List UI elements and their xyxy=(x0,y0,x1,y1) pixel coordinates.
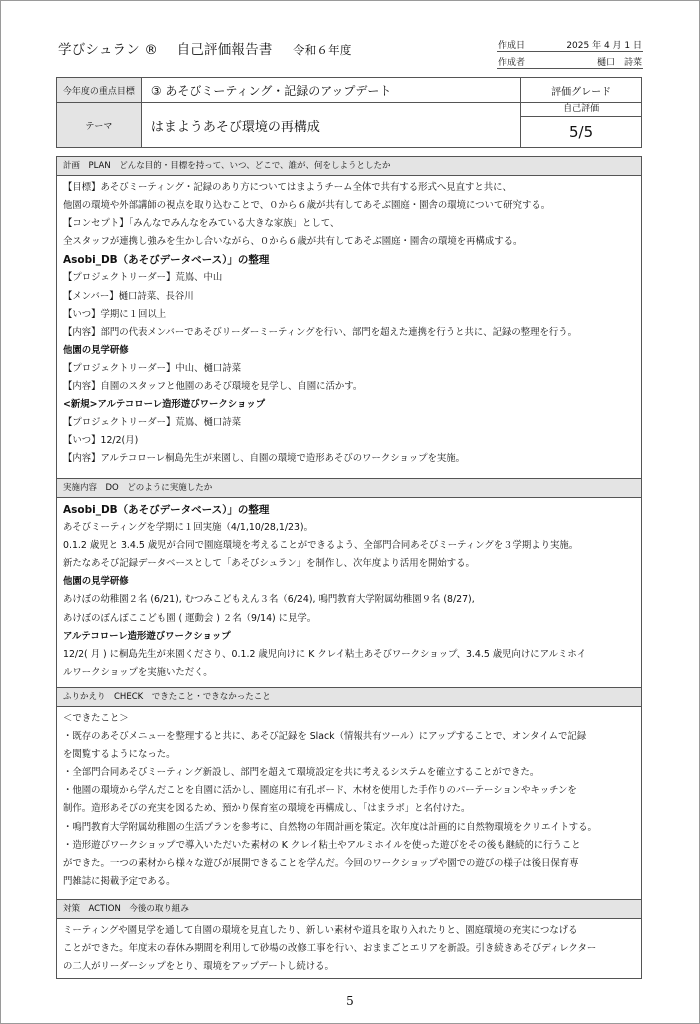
self-evaluation-label: 自己評価 xyxy=(521,103,641,117)
text-line: ・既存のあそびメニューを整理すると共に、あそび記録を Slack（情報共有ツール）にアップすることで、オンタイムで記録 xyxy=(63,731,587,743)
text-line: 0.1.2 歳児と 3.4.5 歳児が合同で園庭環境を考えることができるよう、全部門合同あそびミーティングを３学期より実施。 xyxy=(63,540,579,552)
report-title xyxy=(58,38,352,58)
do-heading: 実施内容 DO どのように実施したか xyxy=(57,479,641,498)
text-line: の二人がリーダーシップをとり、環境をアップデートし続ける。 xyxy=(63,961,334,973)
self-evaluation-score: 5/5 xyxy=(569,123,594,141)
page-number: 5 xyxy=(346,994,354,1008)
plan-heading: 計画 PLAN どんな目的・目標を持って、いつ、どこで、誰が、何をしようとしたか xyxy=(57,157,641,176)
text-line: ＜できたこと＞ xyxy=(63,713,129,724)
theme-value: はまようあそび環境の再構成 xyxy=(141,103,520,148)
fiscal-year: 令和６年度 xyxy=(293,43,352,57)
text-line: 他園の見学研修 xyxy=(63,576,129,588)
author-value: 樋口 詩菜 xyxy=(596,58,642,68)
self-evaluation-cell xyxy=(521,103,642,148)
text-line: あけぼのぽんぽここども園 ( 運動会 ) ２名（9/14) に見学。 xyxy=(63,612,317,624)
summary-table xyxy=(56,77,642,148)
text-line: 【内容】アルテコローレ桐島先生が来園し、自園の環境で造形あそびのワークショップを実施。 xyxy=(63,453,466,465)
plan-body xyxy=(57,176,641,469)
do-section xyxy=(56,478,642,688)
text-line: 制作。造形あそびの充実を図るため、預かり保育室の環境を再構成し、「はまラボ」と名付けた。 xyxy=(63,803,471,815)
do-body xyxy=(57,498,641,682)
check-heading: ふりかえり CHECK できたこと・できなかったこと xyxy=(57,688,641,707)
text-line: ・鳴門教育大学附属幼稚園の生活プランを参考に、自然物の年間計画を策定。次年度は計画的に自然物環境をクリエイトする。 xyxy=(63,821,597,833)
text-line: 【いつ】12/2(月) xyxy=(63,435,139,447)
author-row xyxy=(497,53,643,69)
created-date-value: 2025 年 4 月 1 日 xyxy=(566,41,642,51)
author-label: 作成者 xyxy=(498,58,526,68)
created-date-row xyxy=(497,36,643,52)
text-line: 【内容】自園のスタッフと他園のあそび環境を見学し、自園に活かす。 xyxy=(63,381,363,393)
text-line: 【目標】あそびミーティング・記録のあり方についてはまようチーム全体で共有する形式へ見直すと共に、 xyxy=(63,182,512,193)
text-line: ができた。一つの素材から様々な遊びが展開できることを学んだ。今回のワークショップや園での遊びの様子は後日保育専 xyxy=(63,857,579,869)
action-heading: 対策 ACTION 今後の取り組み xyxy=(57,900,641,919)
document-name: 自己評価報告書 xyxy=(176,42,273,58)
action-section xyxy=(56,899,642,979)
check-body xyxy=(57,707,641,891)
brand-title: 学びシュラン ® xyxy=(58,42,159,58)
text-line: ルワークショップを実施いただく。 xyxy=(63,666,213,678)
text-line: 【メンバー】樋口詩菜、長谷川 xyxy=(63,290,194,302)
theme-label: テーマ xyxy=(57,103,142,148)
text-line: を閲覧するようになった。 xyxy=(63,749,176,761)
text-line: 全スタッフが連携し強みを生かし合いながら、０から６歳が共有してあそぶ園庭・園舎の環境を再構成する。 xyxy=(63,236,523,248)
text-line: あけぼの幼稚園２名 (6/21), むつみこどもえん３名（6/24), 鳴門教育大学附属幼稚園９名 (8/27), xyxy=(63,594,475,606)
text-line: ミーティングや園見学を通して自園の環境を見直したり、新しい素材や道具を取り入れたりと、園庭環境の充実につなげる xyxy=(63,925,578,936)
text-line: ことができた。年度末の春休み期間を利用して砂場の改修工事を行い、おままごとエリアを新設。引き続きあそびディレクター xyxy=(63,943,597,955)
text-line: あそびミーティングを学期に１回実施（4/1,10/28,1/23)。 xyxy=(63,522,313,534)
goal-value: ③ あそびミーティング・記録のアップデート xyxy=(141,78,520,103)
text-line: 【内容】部門の代表メンバーであそびリーダーミーティングを行い、部門を超えた連携を行うと共に、記録の整理を行う。 xyxy=(63,326,578,338)
text-line: 新たなあそび記録データベースとして「あそびシュラン」を制作し、次年度より活用を開始する。 xyxy=(63,558,475,570)
text-line: ・全部門合同あそびミーティング新設し、部門を超えて環境設定を共に考えるシステムを確立することができた。 xyxy=(63,767,540,779)
text-line: Asobi_DB（あそびデータベース）」の整理 xyxy=(63,504,270,516)
grade-label: 評価グレード xyxy=(521,78,642,103)
created-date-label: 作成日 xyxy=(498,41,526,51)
text-line: 他園の環境や外部講師の視点を取り込むことで、０から６歳が共有してあそぶ園庭・園舎の環境について研究する。 xyxy=(63,200,551,212)
text-line: アルテコローレ造形遊びワークショップ xyxy=(63,630,231,642)
text-line: ・造形遊びワークショップで導入いただいた素材の K クレイ粘土やアルミホイルを使った遊びをその後も継続的に行うこと xyxy=(63,839,581,851)
action-body xyxy=(57,919,641,976)
text-line: 【コンセプト】「みんなでみんなをみている大きな家族」として、 xyxy=(63,218,340,230)
text-line: 他園の見学研修 xyxy=(63,344,129,356)
text-line: 【プロジェクトリーダー】荒嶌、中山 xyxy=(63,272,223,284)
goal-label: 今年度の重点目標 xyxy=(57,78,142,103)
meta-block xyxy=(497,36,643,70)
text-line: 【いつ】学期に１回以上 xyxy=(63,308,167,320)
text-line: ・他園の環境から学んだことを自園に活かし、園庭用に有孔ボード、木材を使用した手作りのパーテーションやキッチンを xyxy=(63,785,577,797)
plan-section xyxy=(56,156,642,479)
text-line: 門雑誌に掲載予定である。 xyxy=(63,875,176,887)
text-line: 【プロジェクトリーダー】中山、樋口詩菜 xyxy=(63,362,241,374)
text-line: 12/2( 月 ) に桐島先生が来園くださり、0.1.2 歳児向けに K クレイ粘土あそびワークショップ、3.4.5 歳児向けにアルミホイ xyxy=(63,648,587,660)
text-line: Asobi_DB（あそびデータベース）」の整理 xyxy=(63,254,270,267)
text-line: 【プロジェクトリーダー】荒嶌、樋口詩菜 xyxy=(63,417,241,429)
check-section xyxy=(56,687,642,900)
text-line: <新規>アルテコローレ造形遊びワークショップ xyxy=(63,399,266,411)
